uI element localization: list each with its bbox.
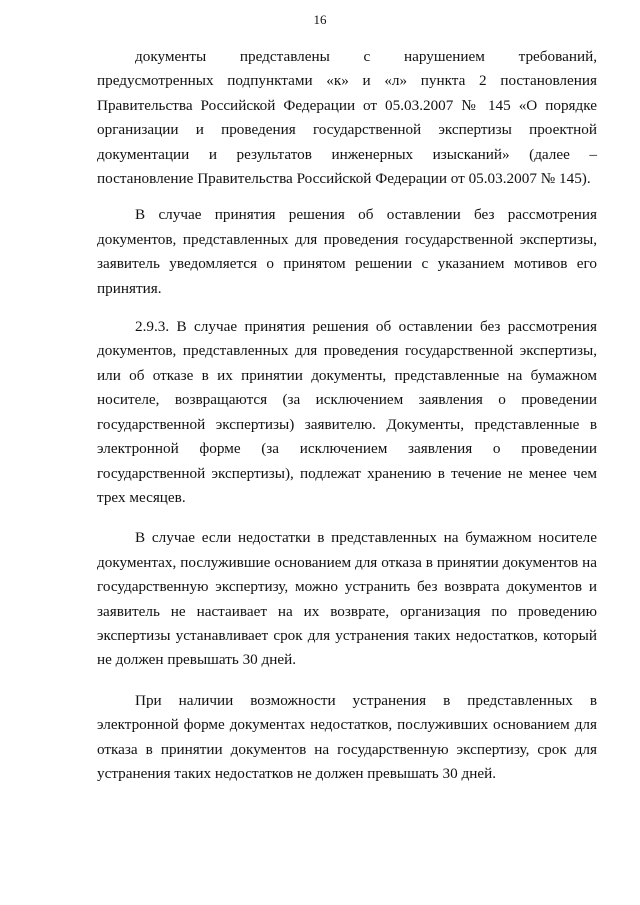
document-body	[97, 45, 597, 786]
page-number: 16	[313, 12, 327, 27]
paragraph-deficiencies-electronic: При наличии возможности устранения в представленных в электронной форме документах недостатков, послуживших основанием для отказа в принятии документов на государственную экспертизу, срок для устранения таких недостатков не должен превышать 30 дней.	[97, 691, 597, 782]
paragraph-2-9-3: 2.9.3. В случае принятия решения об оставлении без рассмотрения документов, представленных для проведения государственной экспертизы, или об отказе в их принятии документы, представленные на бумажном носителе, возвращаются (за исключением заявления о проведении государственной экспертизы) заявителю. Документы, представленные в электронной форме (за исключением заявления о проведении государственной экспертизы), подлежат хранению в течение не менее чем трех месяцев.	[97, 318, 597, 506]
paragraph-notification: В случае принятия решения об оставлении без рассмотрения документов, представленных для проведения государственной экспертизы, заявитель уведомляется о принятом решении с указанием мотивов его принятия.	[97, 206, 597, 297]
paragraph-continuation: документы представлены с нарушением требований, предусмотренных подпунктами «к» и «л» пункта 2 постановления Правительства Российской Федерации от 05.03.2007 № 145 «О порядке организации и проведения государственной экспертизы проектной документации и результатов инженерных изысканий» (далее – постановление Правительства Российской Федерации от 05.03.2007 № 145).	[97, 48, 597, 188]
paragraph-deficiencies-paper: В случае если недостатки в представленных на бумажном носителе документах, послужившие основанием для отказа в принятии документов на государственную экспертизу, можно устранить без возврата документов и заявитель не настаивает на их возврате, организация по проведению экспертизы устанавливает срок для устранения таких недостатков, который не должен превышать 30 дней.	[97, 529, 597, 669]
